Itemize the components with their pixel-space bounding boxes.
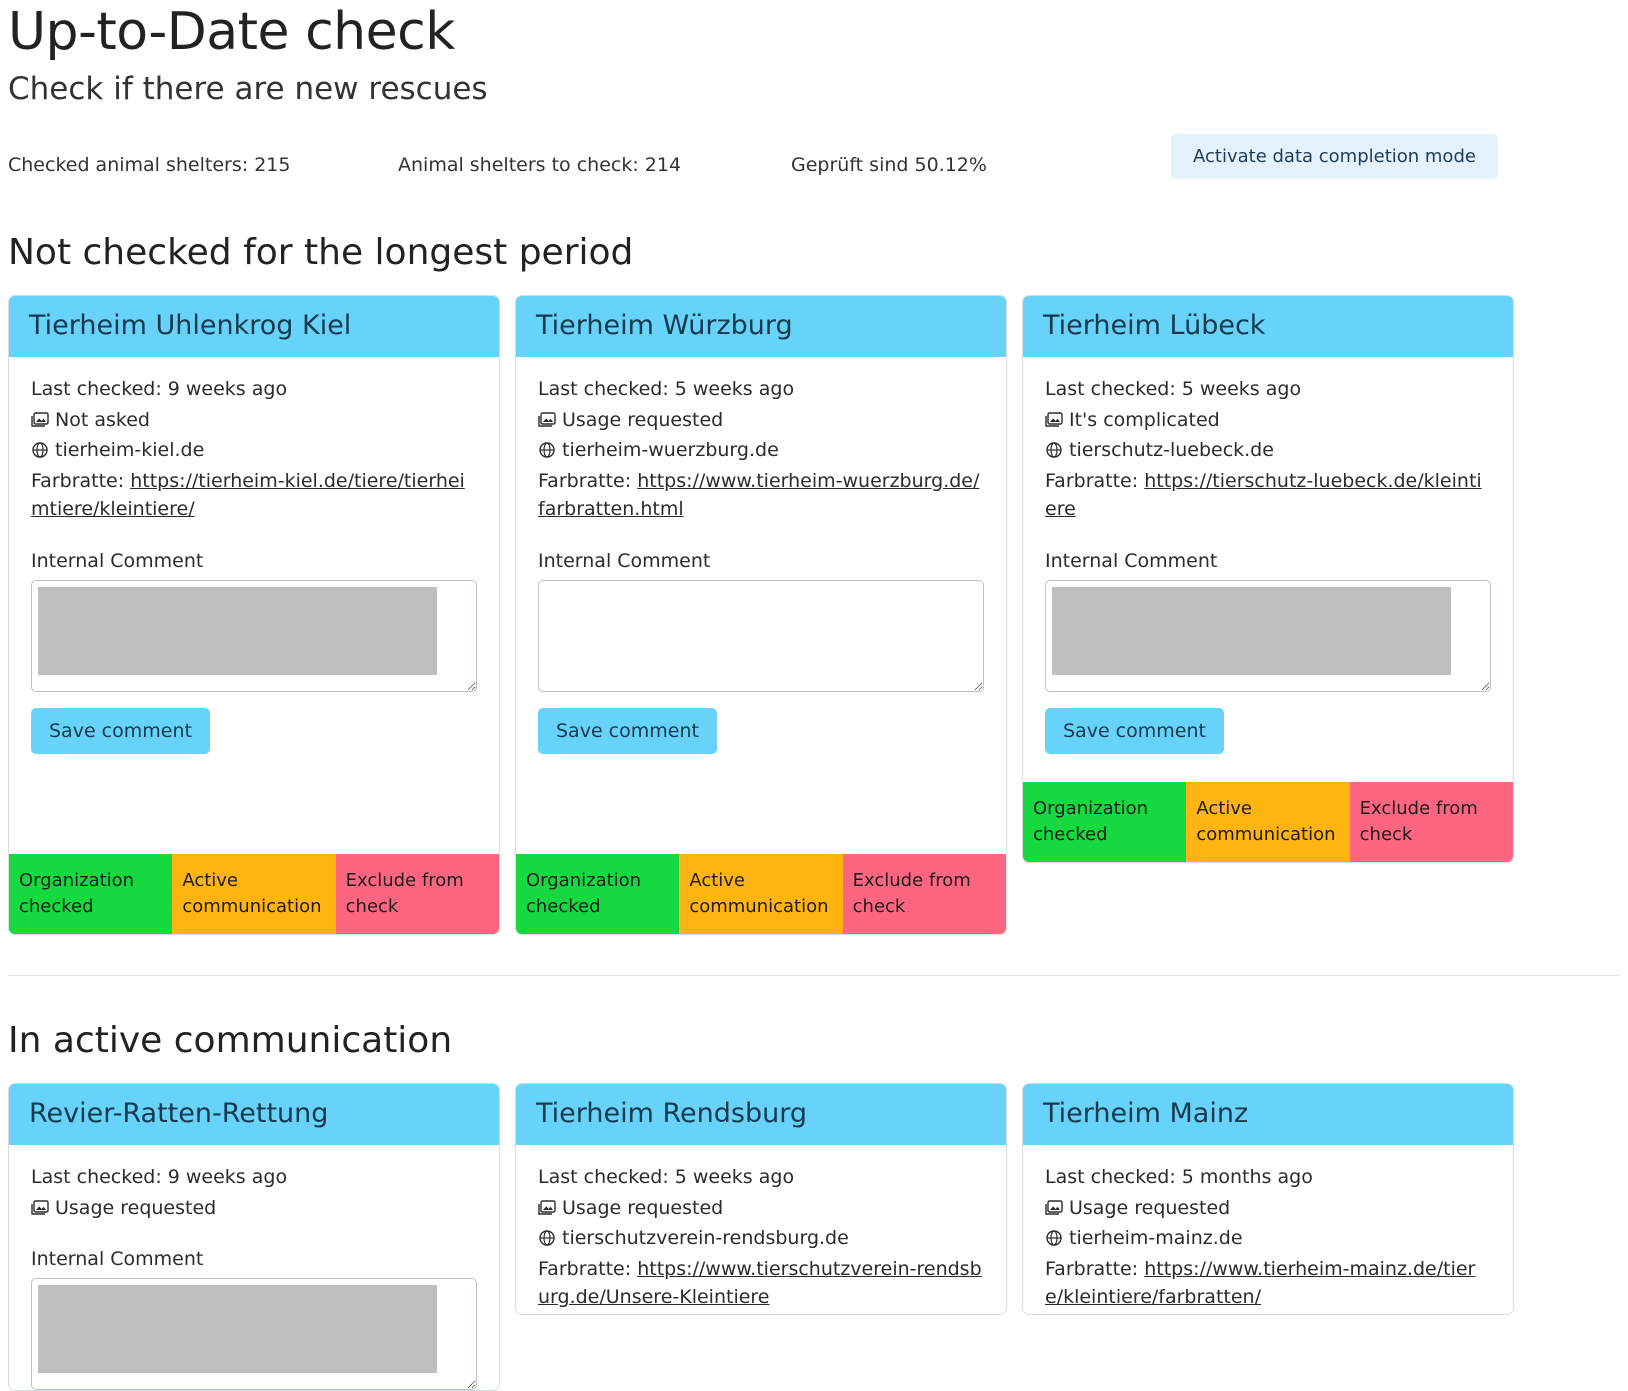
usage-status-row — [1045, 1194, 1491, 1223]
internal-comment-input[interactable] — [538, 580, 984, 692]
organization-checked-button[interactable]: Organization checked — [1023, 782, 1186, 862]
farbratte-link[interactable]: https://tierheim-kiel.de/tiere/tierheimtiere/kleintiere/ — [31, 469, 465, 521]
farbratte-link[interactable]: https://www.tierheim-wuerzburg.de/farbratten.html — [538, 469, 980, 521]
usage-status-text: Usage requested — [562, 408, 724, 431]
last-checked-text: Last checked: 5 weeks ago — [538, 1166, 795, 1189]
image-icon — [538, 1196, 556, 1212]
shelter-card — [515, 1083, 1007, 1315]
shelter-card — [1022, 1083, 1514, 1315]
shelter-card — [515, 295, 1007, 935]
shelter-card-title: Tierheim Uhlenkrog Kiel — [9, 296, 499, 357]
shelter-card-title: Tierheim Mainz — [1023, 1084, 1513, 1145]
last-checked-text: Last checked: 5 weeks ago — [1045, 378, 1302, 401]
stat-shelters-to-check: Animal shelters to check: 214 — [398, 154, 682, 177]
shelter-card-title: Revier-Ratten-Rettung — [9, 1084, 499, 1145]
section-divider — [8, 975, 1620, 976]
active-communication-button[interactable]: Active communication — [1186, 782, 1349, 862]
internal-comment-input[interactable] — [31, 1278, 477, 1390]
page-title: Up-to-Date check — [8, 2, 455, 62]
usage-status-row — [31, 1194, 477, 1223]
shelter-card-body — [516, 357, 1006, 836]
website-text: tierheim-kiel.de — [55, 439, 205, 462]
shelter-card-body — [516, 1145, 1006, 1314]
section-title-active-communication: In active communication — [8, 1020, 453, 1062]
globe-icon — [538, 1226, 556, 1242]
save-comment-button[interactable]: Save comment — [1045, 708, 1224, 754]
website-row — [1045, 436, 1491, 465]
farbratte-label: Farbratte: — [1045, 469, 1139, 492]
website-row — [538, 436, 984, 465]
farbratte-row — [538, 1255, 984, 1312]
farbratte-label: Farbratte: — [1045, 1257, 1139, 1280]
shelter-card — [1022, 295, 1514, 863]
save-comment-button[interactable]: Save comment — [538, 708, 717, 754]
website-text: tierschutzverein-rendsburg.de — [562, 1227, 849, 1250]
activate-data-completion-mode-button[interactable]: Activate data completion mode — [1171, 134, 1498, 179]
exclude-from-check-button[interactable]: Exclude from check — [336, 854, 499, 934]
stats-row — [8, 142, 1620, 188]
shelter-card-body — [1023, 1145, 1513, 1314]
internal-comment-label: Internal Comment — [538, 549, 711, 572]
organization-checked-button[interactable]: Organization checked — [516, 854, 679, 934]
section-title-not-checked: Not checked for the longest period — [8, 232, 634, 274]
globe-icon — [538, 438, 556, 454]
website-text: tierheim-wuerzburg.de — [562, 439, 779, 462]
shelter-card-actions — [516, 854, 1006, 934]
last-checked-text: Last checked: 5 months ago — [1045, 1166, 1313, 1189]
shelter-card-body — [1023, 357, 1513, 764]
farbratte-link[interactable]: https://www.tierschutzverein-rendsburg.de/Unsere-Kleintiere — [538, 1257, 982, 1309]
image-icon — [31, 1196, 49, 1212]
image-icon — [31, 408, 49, 424]
shelter-card-actions — [1023, 782, 1513, 862]
internal-comment-input[interactable] — [1045, 580, 1491, 692]
stat-percent-checked: Geprüft sind 50.12% — [791, 154, 987, 177]
globe-icon — [31, 438, 49, 454]
usage-status-text: Usage requested — [562, 1196, 724, 1219]
image-icon — [1045, 408, 1063, 424]
farbratte-label: Farbratte: — [31, 469, 125, 492]
usage-status-text: Usage requested — [1069, 1196, 1231, 1219]
active-communication-button[interactable]: Active communication — [679, 854, 842, 934]
active-communication-button[interactable]: Active communication — [172, 854, 335, 934]
farbratte-row — [538, 467, 984, 524]
farbratte-label: Farbratte: — [538, 469, 632, 492]
shelter-card — [8, 295, 500, 935]
shelter-card-body — [9, 1145, 499, 1390]
usage-status-row — [1045, 406, 1491, 435]
organization-checked-button[interactable]: Organization checked — [9, 854, 172, 934]
website-row — [538, 1224, 984, 1253]
shelter-card — [8, 1083, 500, 1391]
website-row — [31, 436, 477, 465]
usage-status-row — [31, 406, 477, 435]
last-checked-text: Last checked: 9 weeks ago — [31, 378, 288, 401]
farbratte-row — [1045, 1255, 1491, 1312]
exclude-from-check-button[interactable]: Exclude from check — [1350, 782, 1513, 862]
last-checked-text: Last checked: 9 weeks ago — [31, 1166, 288, 1189]
stat-checked-shelters: Checked animal shelters: 215 — [8, 154, 291, 177]
shelter-card-actions — [9, 854, 499, 934]
farbratte-label: Farbratte: — [538, 1257, 632, 1280]
last-checked-text: Last checked: 5 weeks ago — [538, 378, 795, 401]
website-text: tierschutz-luebeck.de — [1069, 439, 1274, 462]
save-comment-button[interactable]: Save comment — [31, 708, 210, 754]
internal-comment-input[interactable] — [31, 580, 477, 692]
farbratte-link[interactable]: https://www.tierheim-mainz.de/tiere/kleintiere/farbratten/ — [1045, 1257, 1476, 1309]
usage-status-text: It's complicated — [1069, 408, 1220, 431]
usage-status-text: Not asked — [55, 408, 150, 431]
farbratte-row — [1045, 467, 1491, 524]
shelter-card-body — [9, 357, 499, 836]
page-subtitle: Check if there are new rescues — [8, 71, 488, 108]
usage-status-row — [538, 406, 984, 435]
shelter-card-title: Tierheim Rendsburg — [516, 1084, 1006, 1145]
card-grid-not-checked — [8, 295, 1620, 935]
internal-comment-label: Internal Comment — [31, 1248, 204, 1271]
globe-icon — [1045, 1226, 1063, 1242]
usage-status-row — [538, 1194, 984, 1223]
internal-comment-label: Internal Comment — [31, 549, 204, 572]
farbratte-row — [31, 467, 477, 524]
farbratte-link[interactable]: https://tierschutz-luebeck.de/kleintiere — [1045, 469, 1482, 521]
globe-icon — [1045, 438, 1063, 454]
website-text: tierheim-mainz.de — [1069, 1227, 1243, 1250]
internal-comment-label: Internal Comment — [1045, 549, 1218, 572]
usage-status-text: Usage requested — [55, 1196, 217, 1219]
image-icon — [1045, 1196, 1063, 1212]
website-row — [1045, 1224, 1491, 1253]
shelter-card-title: Tierheim Lübeck — [1023, 296, 1513, 357]
exclude-from-check-button[interactable]: Exclude from check — [843, 854, 1006, 934]
image-icon — [538, 408, 556, 424]
shelter-card-title: Tierheim Würzburg — [516, 296, 1006, 357]
card-grid-active-communication — [8, 1083, 1620, 1391]
